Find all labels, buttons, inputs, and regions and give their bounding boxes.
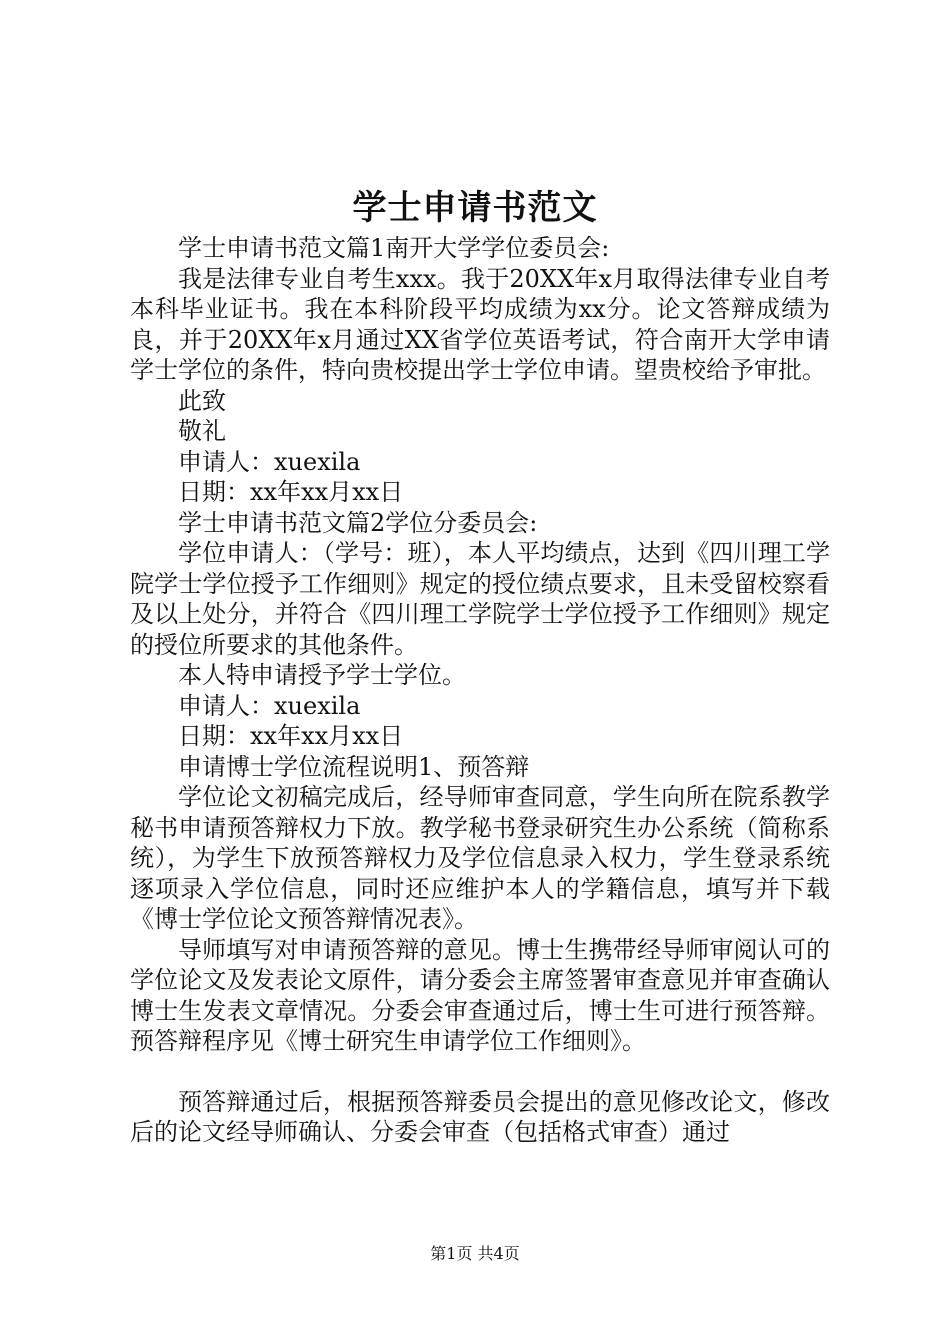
paragraph-15: 预答辩通过后，根据预答辩委员会提出的意见修改论文，修改后的论文经导师确认、分委会审查（包括格式审查）通过	[130, 1087, 830, 1146]
paragraph-4: 敬礼	[178, 417, 226, 445]
paragraph-11: 日期：xx年xx月xx日	[178, 722, 404, 750]
paragraph-7: 学士申请书范文篇2学位分委员会:	[178, 508, 538, 537]
paragraph-2: 我是法律专业自考生xxx。我于20XX年x月取得法律专业自考本科毕业证书。我在本科阶段平均成绩为xx分。论文答辩成绩为良，并于20XX年x月通过XX省学位英语考试，符合南开大学申请学士学位的条件，特向贵校提出学士学位申请。望贵校给予审批。	[130, 264, 830, 384]
document-body	[130, 233, 830, 1148]
paragraph-12: 申请博士学位流程说明1、预答辩	[178, 752, 530, 781]
paragraph-10: 申请人：xuexila	[178, 691, 361, 720]
page-footer: 第1页 共4页	[430, 1244, 520, 1263]
paragraph-6: 日期：xx年xx月xx日	[178, 478, 404, 506]
paragraph-9: 本人特申请授予学士学位。	[178, 661, 466, 689]
paragraph-5: 申请人：xuexila	[178, 447, 361, 476]
paragraph-8: 学位申请人：（学号：班），本人平均绩点，达到《四川理工学院学士学位授予工作细则》规定的授位绩点要求，且未受留校察看及以上处分，并符合《四川理工学院学士学位授予工作细则》规定的授位所要求的其他条件。	[130, 539, 830, 659]
document-title: 学士申请书范文	[352, 188, 598, 228]
paragraph-3: 此致	[178, 386, 226, 415]
paragraph-13: 学位论文初稿完成后，经导师审查同意，学生向所在院系教学秘书申请预答辩权力下放。教学秘书登录研究生办公系统（简称系统），为学生下放预答辩权力及学位信息录入权力，学生登录系统逐项录入学位信息，同时还应维护本人的学籍信息，填写并下载《博士学位论文预答辩情况表》。	[130, 783, 830, 933]
paragraph-14: 导师填写对申请预答辩的意见。博士生携带经导师审阅认可的学位论文及发表论文原件，请分委会主席签署审查意见并审查确认博士生发表文章情况。分委会审查通过后，博士生可进行预答辩。预答辩程序见《博士研究生申请学位工作细则》。	[130, 935, 830, 1055]
paragraph-1: 学士申请书范文篇1南开大学学位委员会:	[178, 234, 610, 262]
